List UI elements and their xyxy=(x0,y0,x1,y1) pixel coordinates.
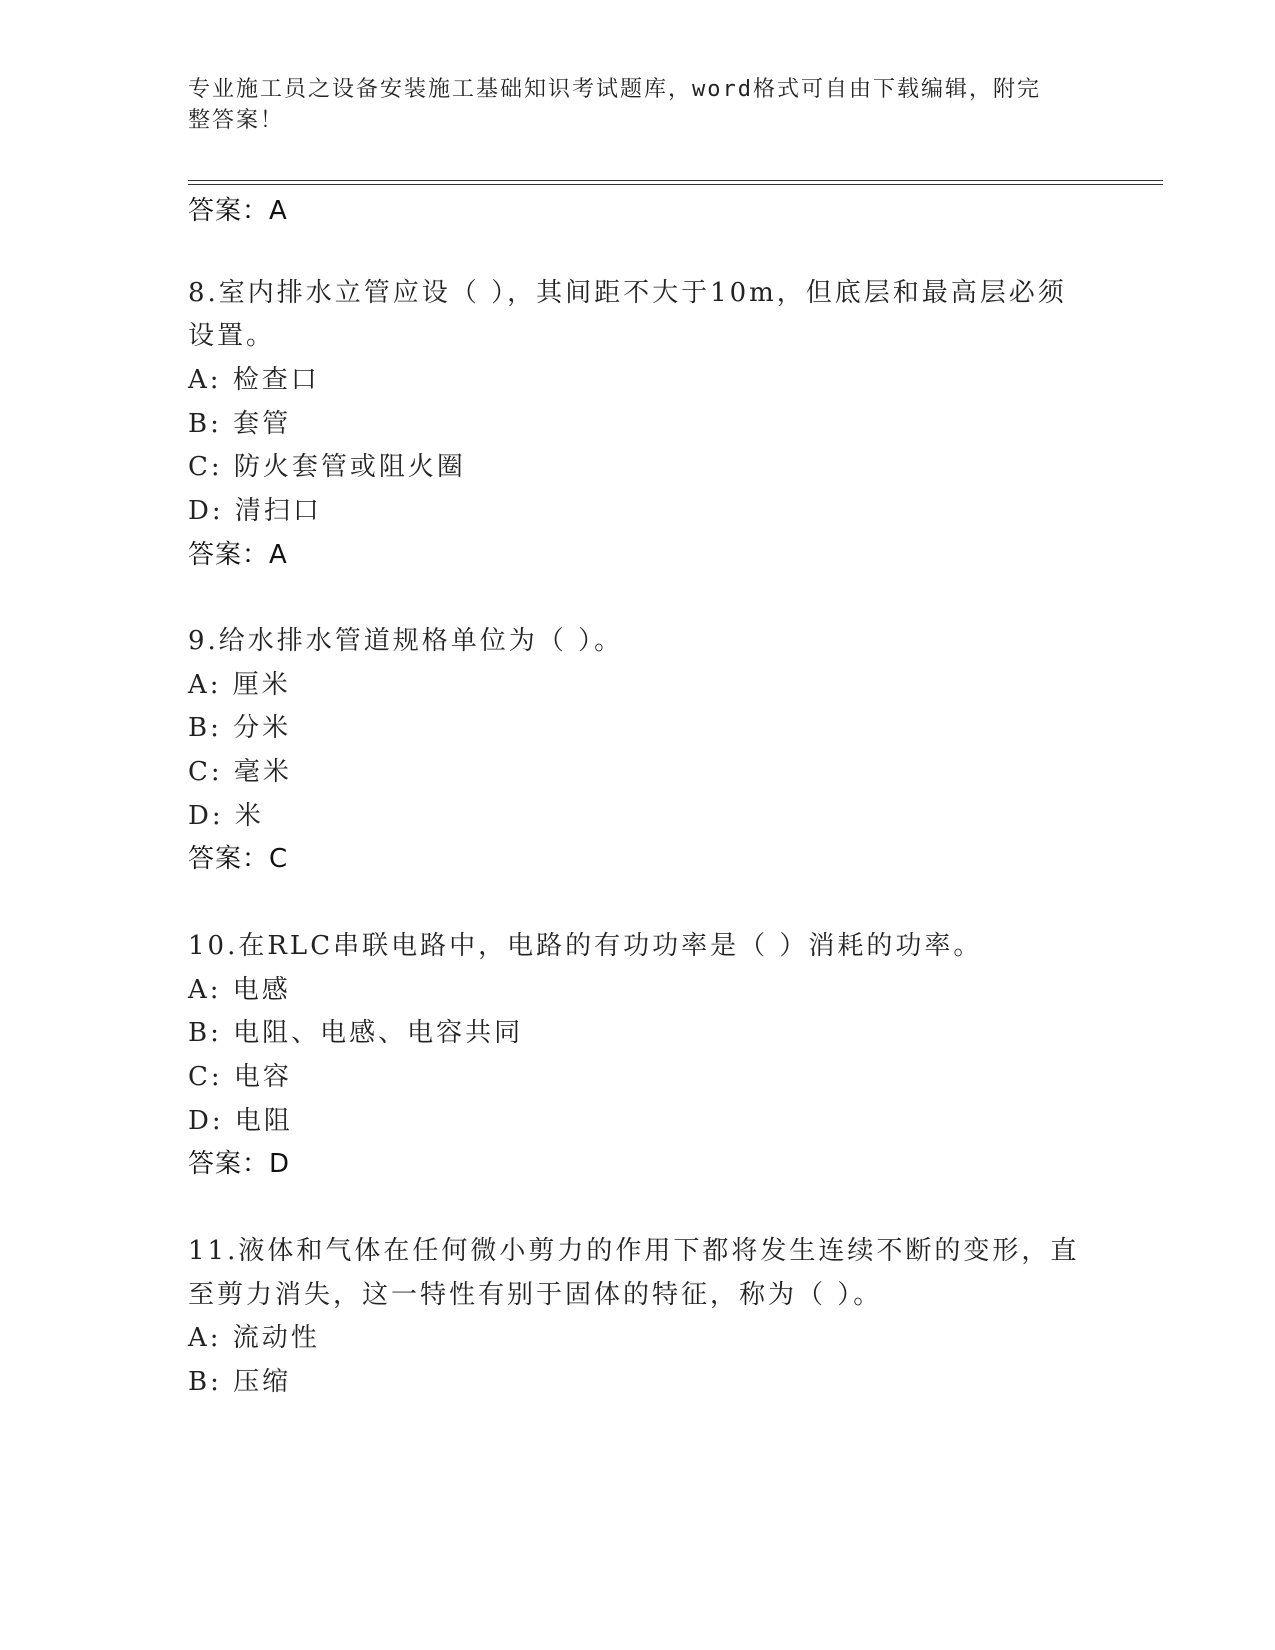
question-10-option-b: B: 电阻、电感、电容共同 xyxy=(188,1018,524,1048)
question-8-option-a: A: 检查口 xyxy=(188,365,320,395)
question-9-answer: 答案：C xyxy=(188,844,289,874)
previous-answer: 答案：A xyxy=(188,196,288,226)
header-line-2: 整答案！ xyxy=(188,108,285,133)
question-9-option-c: C: 毫米 xyxy=(188,757,292,787)
question-8-option-c: C: 防火套管或阻火圈 xyxy=(188,452,466,482)
question-9-option-a: A: 厘米 xyxy=(188,670,291,700)
question-10-answer: 答案：D xyxy=(188,1149,291,1179)
question-9-option-b: B: 分米 xyxy=(188,713,292,743)
question-10-option-d: D: 电阻 xyxy=(188,1106,293,1136)
question-8-option-d: D: 清扫口 xyxy=(188,496,322,526)
question-11-stem-line-1: 11.液体和气体在任何微小剪力的作用下都将发生连续不断的变形，直 xyxy=(188,1236,1080,1266)
header-divider-top xyxy=(188,180,1163,181)
question-11-option-b: B: 压缩 xyxy=(188,1367,292,1397)
question-8-stem-line-2: 设置。 xyxy=(188,321,276,351)
question-11-option-a: A: 流动性 xyxy=(188,1323,320,1353)
header-divider-bottom xyxy=(188,184,1163,185)
question-8-answer: 答案：A xyxy=(188,540,288,570)
document-header xyxy=(188,74,1068,136)
question-11-stem-line-2: 至剪力消失，这一特性有别于固体的特征，称为（ ）。 xyxy=(188,1280,883,1310)
question-9-option-d: D: 米 xyxy=(188,801,264,831)
header-line-1: 专业施工员之设备安装施工基础知识考试题库，word格式可自由下载编辑，附完 xyxy=(188,77,1041,102)
question-9-stem-line-1: 9.给水排水管道规格单位为（ ）。 xyxy=(188,626,624,656)
question-8-option-b: B: 套管 xyxy=(188,409,292,439)
question-10-option-a: A: 电感 xyxy=(188,975,291,1005)
question-8-stem-line-1: 8.室内排水立管应设（ ），其间距不大于10m，但底层和最高层必须 xyxy=(188,278,1067,308)
question-10-option-c: C: 电容 xyxy=(188,1062,292,1092)
question-10-stem-line-1: 10.在RLC串联电路中，电路的有功功率是（ ）消耗的功率。 xyxy=(188,931,983,961)
